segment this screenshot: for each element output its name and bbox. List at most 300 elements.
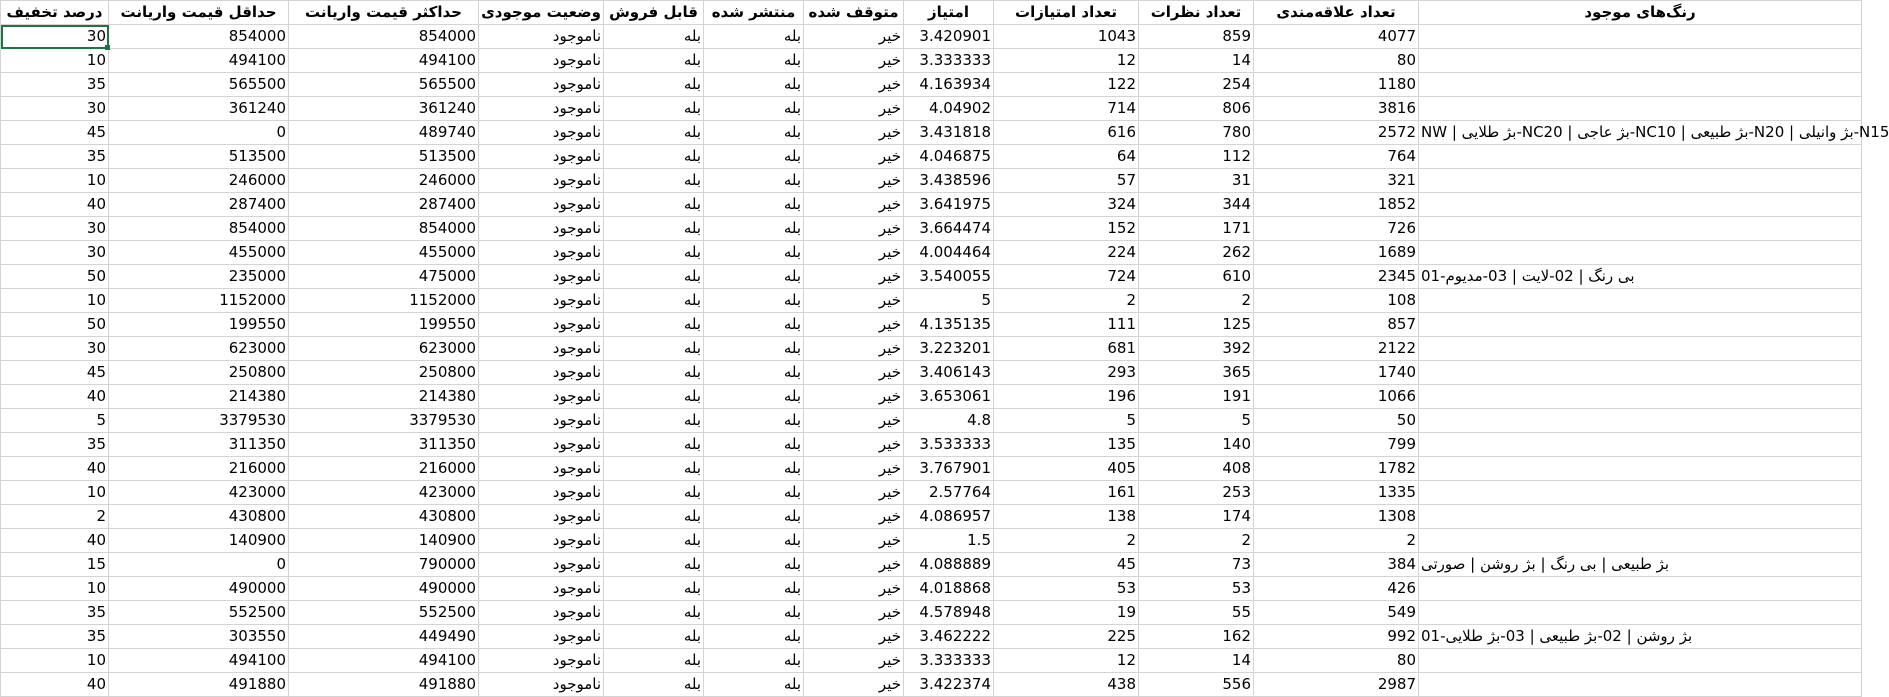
table-cell[interactable]: 30 bbox=[1, 241, 109, 265]
table-cell[interactable]: 4.018868 bbox=[904, 577, 994, 601]
table-cell[interactable]: خیر bbox=[804, 361, 904, 385]
column-header[interactable]: تعداد علاقه‌مندی bbox=[1254, 1, 1419, 25]
table-cell[interactable]: 80 bbox=[1254, 49, 1419, 73]
table-cell[interactable]: خیر bbox=[804, 409, 904, 433]
table-cell[interactable]: 303550 bbox=[109, 625, 289, 649]
table-cell[interactable]: خیر bbox=[804, 73, 904, 97]
table-cell[interactable]: 491880 bbox=[289, 673, 479, 697]
table-cell[interactable]: 1308 bbox=[1254, 505, 1419, 529]
table-cell[interactable]: 610 bbox=[1139, 265, 1254, 289]
table-cell[interactable]: 254 bbox=[1139, 73, 1254, 97]
column-header[interactable]: تعداد نظرات bbox=[1139, 1, 1254, 25]
table-cell[interactable]: 253 bbox=[1139, 481, 1254, 505]
table-cell[interactable]: 361240 bbox=[109, 97, 289, 121]
table-cell[interactable]: 490000 bbox=[289, 577, 479, 601]
table-cell[interactable]: 55 bbox=[1139, 601, 1254, 625]
table-cell[interactable]: 80 bbox=[1254, 649, 1419, 673]
table-cell[interactable]: 35 bbox=[1, 145, 109, 169]
table-cell[interactable]: بله bbox=[604, 73, 704, 97]
table-cell[interactable]: 565500 bbox=[109, 73, 289, 97]
table-cell[interactable]: 3.333333 bbox=[904, 49, 994, 73]
table-cell[interactable]: 10 bbox=[1, 169, 109, 193]
table-cell[interactable]: 449490 bbox=[289, 625, 479, 649]
table-cell[interactable]: 174 bbox=[1139, 505, 1254, 529]
table-cell[interactable]: خیر bbox=[804, 193, 904, 217]
table-cell[interactable]: 35 bbox=[1, 433, 109, 457]
table-cell[interactable]: 3.438596 bbox=[904, 169, 994, 193]
table-cell[interactable]: خیر bbox=[804, 649, 904, 673]
table-cell[interactable]: 122 bbox=[994, 73, 1139, 97]
table-cell[interactable]: NW | بژ طلایی-NC20 | بژ عاجی-NC10 | بژ طبیعی-N20 | بژ وانیلی-N15 bbox=[1419, 121, 1862, 145]
table-cell[interactable]: 12 bbox=[994, 649, 1139, 673]
table-cell[interactable]: بله bbox=[604, 601, 704, 625]
table-cell[interactable]: 361240 bbox=[289, 97, 479, 121]
table-cell[interactable]: 40 bbox=[1, 529, 109, 553]
table-cell[interactable] bbox=[1419, 601, 1862, 625]
table-cell[interactable]: بله bbox=[604, 217, 704, 241]
table-cell[interactable]: ناموجود bbox=[479, 73, 604, 97]
table-cell[interactable]: خیر bbox=[804, 169, 904, 193]
table-cell[interactable]: 552500 bbox=[289, 601, 479, 625]
table-cell[interactable]: خیر bbox=[804, 601, 904, 625]
table-cell[interactable]: 3.431818 bbox=[904, 121, 994, 145]
table-cell[interactable]: 714 bbox=[994, 97, 1139, 121]
table-cell[interactable]: ناموجود bbox=[479, 217, 604, 241]
table-cell[interactable]: 246000 bbox=[289, 169, 479, 193]
table-cell[interactable]: 3.540055 bbox=[904, 265, 994, 289]
table-cell[interactable]: ناموجود bbox=[479, 673, 604, 697]
table-cell[interactable]: 764 bbox=[1254, 145, 1419, 169]
table-cell[interactable]: 1.5 bbox=[904, 529, 994, 553]
table-cell[interactable]: 161 bbox=[994, 481, 1139, 505]
table-cell[interactable]: 365 bbox=[1139, 361, 1254, 385]
table-cell[interactable]: 2 bbox=[1139, 529, 1254, 553]
table-cell[interactable]: 15 bbox=[1, 553, 109, 577]
table-cell[interactable]: بله bbox=[604, 289, 704, 313]
table-cell[interactable] bbox=[1419, 145, 1862, 169]
table-cell[interactable]: بله bbox=[704, 577, 804, 601]
table-cell[interactable] bbox=[1419, 361, 1862, 385]
table-cell[interactable]: 140900 bbox=[289, 529, 479, 553]
table-cell[interactable]: 30 bbox=[1, 217, 109, 241]
table-cell[interactable]: 64 bbox=[994, 145, 1139, 169]
table-cell[interactable]: 45 bbox=[1, 361, 109, 385]
table-cell[interactable]: 35 bbox=[1, 601, 109, 625]
table-cell[interactable]: 311350 bbox=[289, 433, 479, 457]
table-cell[interactable]: 216000 bbox=[289, 457, 479, 481]
table-cell[interactable] bbox=[1419, 673, 1862, 697]
table-cell[interactable]: 681 bbox=[994, 337, 1139, 361]
table-cell[interactable]: خیر bbox=[804, 265, 904, 289]
column-header[interactable]: امتیاز bbox=[904, 1, 994, 25]
table-cell[interactable]: 10 bbox=[1, 481, 109, 505]
table-cell[interactable]: 405 bbox=[994, 457, 1139, 481]
table-cell[interactable]: بله bbox=[704, 481, 804, 505]
table-cell[interactable]: ناموجود bbox=[479, 505, 604, 529]
table-cell[interactable]: 2 bbox=[994, 529, 1139, 553]
table-cell[interactable]: 125 bbox=[1139, 313, 1254, 337]
table-cell[interactable]: بله bbox=[604, 49, 704, 73]
table-cell[interactable]: 790000 bbox=[289, 553, 479, 577]
table-cell[interactable]: خیر bbox=[804, 625, 904, 649]
table-cell[interactable]: 287400 bbox=[289, 193, 479, 217]
table-cell[interactable] bbox=[1419, 409, 1862, 433]
column-header[interactable]: رنگ‌های موجود bbox=[1419, 1, 1862, 25]
table-cell[interactable]: 4.04902 bbox=[904, 97, 994, 121]
table-cell[interactable]: بله bbox=[604, 145, 704, 169]
table-cell[interactable]: 726 bbox=[1254, 217, 1419, 241]
table-cell[interactable]: 3.664474 bbox=[904, 217, 994, 241]
table-cell[interactable]: 73 bbox=[1139, 553, 1254, 577]
table-cell[interactable]: 224 bbox=[994, 241, 1139, 265]
table-cell[interactable]: 111 bbox=[994, 313, 1139, 337]
table-cell[interactable]: بله bbox=[704, 73, 804, 97]
table-cell[interactable]: 10 bbox=[1, 49, 109, 73]
table-cell[interactable]: 1852 bbox=[1254, 193, 1419, 217]
table-cell[interactable]: بله bbox=[704, 289, 804, 313]
table-cell[interactable]: 4.8 bbox=[904, 409, 994, 433]
table-cell[interactable]: 2345 bbox=[1254, 265, 1419, 289]
table-cell[interactable] bbox=[1419, 577, 1862, 601]
table-cell[interactable]: 799 bbox=[1254, 433, 1419, 457]
table-cell[interactable]: 1152000 bbox=[109, 289, 289, 313]
table-cell[interactable]: 57 bbox=[994, 169, 1139, 193]
table-cell[interactable]: 1043 bbox=[994, 25, 1139, 49]
table-cell[interactable]: خیر bbox=[804, 553, 904, 577]
table-cell[interactable]: 19 bbox=[994, 601, 1139, 625]
table-cell[interactable]: 490000 bbox=[109, 577, 289, 601]
table-cell[interactable]: خیر bbox=[804, 481, 904, 505]
table-cell[interactable]: 513500 bbox=[289, 145, 479, 169]
table-cell[interactable]: ناموجود bbox=[479, 97, 604, 121]
table-cell[interactable]: 2 bbox=[1139, 289, 1254, 313]
table-cell[interactable]: ناموجود bbox=[479, 265, 604, 289]
table-cell[interactable]: 455000 bbox=[289, 241, 479, 265]
table-cell[interactable]: 10 bbox=[1, 289, 109, 313]
table-cell[interactable]: 780 bbox=[1139, 121, 1254, 145]
table-cell[interactable]: 1180 bbox=[1254, 73, 1419, 97]
table-cell[interactable]: 4.046875 bbox=[904, 145, 994, 169]
table-cell[interactable]: بله bbox=[604, 241, 704, 265]
table-cell[interactable]: 40 bbox=[1, 457, 109, 481]
table-cell[interactable]: بله bbox=[704, 505, 804, 529]
table-cell[interactable]: 3379530 bbox=[289, 409, 479, 433]
table-cell[interactable]: 53 bbox=[1139, 577, 1254, 601]
table-cell[interactable]: 438 bbox=[994, 673, 1139, 697]
table-cell[interactable]: 4.163934 bbox=[904, 73, 994, 97]
table-cell[interactable]: ناموجود bbox=[479, 457, 604, 481]
table-cell[interactable]: 455000 bbox=[109, 241, 289, 265]
table-cell[interactable]: 1689 bbox=[1254, 241, 1419, 265]
table-cell[interactable]: ناموجود bbox=[479, 49, 604, 73]
table-cell[interactable]: خیر bbox=[804, 49, 904, 73]
table-cell[interactable]: 196 bbox=[994, 385, 1139, 409]
table-cell[interactable]: 2987 bbox=[1254, 673, 1419, 697]
table-cell[interactable]: خیر bbox=[804, 673, 904, 697]
table-cell[interactable]: 108 bbox=[1254, 289, 1419, 313]
table-cell[interactable]: 3379530 bbox=[109, 409, 289, 433]
table-cell[interactable] bbox=[1419, 457, 1862, 481]
table-cell[interactable]: 321 bbox=[1254, 169, 1419, 193]
table-cell[interactable] bbox=[1419, 193, 1862, 217]
table-cell[interactable] bbox=[1419, 529, 1862, 553]
table-cell[interactable]: 1152000 bbox=[289, 289, 479, 313]
table-cell[interactable]: 162 bbox=[1139, 625, 1254, 649]
table-cell[interactable]: بله bbox=[704, 337, 804, 361]
table-cell[interactable]: 199550 bbox=[289, 313, 479, 337]
table-cell[interactable]: 40 bbox=[1, 193, 109, 217]
column-header[interactable]: تعداد امتیازات bbox=[994, 1, 1139, 25]
table-cell[interactable]: بله bbox=[604, 649, 704, 673]
table-cell[interactable]: 2 bbox=[1254, 529, 1419, 553]
table-cell[interactable]: بله bbox=[604, 553, 704, 577]
table-cell[interactable]: 135 bbox=[994, 433, 1139, 457]
table-cell[interactable]: 250800 bbox=[109, 361, 289, 385]
table-cell[interactable]: بله bbox=[704, 649, 804, 673]
table-cell[interactable]: 5 bbox=[1, 409, 109, 433]
table-cell[interactable]: 1335 bbox=[1254, 481, 1419, 505]
table-cell[interactable]: 1066 bbox=[1254, 385, 1419, 409]
table-cell[interactable]: خیر bbox=[804, 217, 904, 241]
table-cell[interactable]: 45 bbox=[1, 121, 109, 145]
table-cell[interactable]: 857 bbox=[1254, 313, 1419, 337]
table-cell[interactable]: بله bbox=[704, 457, 804, 481]
table-cell[interactable] bbox=[1419, 481, 1862, 505]
table-cell[interactable]: ناموجود bbox=[479, 553, 604, 577]
table-cell[interactable]: 475000 bbox=[289, 265, 479, 289]
table-cell[interactable]: 112 bbox=[1139, 145, 1254, 169]
table-cell[interactable]: بله bbox=[704, 601, 804, 625]
table-cell[interactable]: بله bbox=[604, 169, 704, 193]
table-cell[interactable]: بله bbox=[704, 625, 804, 649]
table-cell[interactable]: 2.57764 bbox=[904, 481, 994, 505]
table-cell[interactable]: ناموجود bbox=[479, 193, 604, 217]
table-cell[interactable] bbox=[1419, 337, 1862, 361]
table-cell[interactable]: 4.086957 bbox=[904, 505, 994, 529]
table-cell[interactable]: 140 bbox=[1139, 433, 1254, 457]
table-cell[interactable]: 5 bbox=[994, 409, 1139, 433]
table-cell[interactable] bbox=[1419, 241, 1862, 265]
table-cell[interactable]: ناموجود bbox=[479, 385, 604, 409]
table-cell[interactable]: 30 bbox=[1, 97, 109, 121]
table-cell[interactable]: ناموجود bbox=[479, 601, 604, 625]
table-cell[interactable]: 50 bbox=[1254, 409, 1419, 433]
table-cell[interactable]: 225 bbox=[994, 625, 1139, 649]
table-cell[interactable]: 31 bbox=[1139, 169, 1254, 193]
table-cell[interactable]: 494100 bbox=[109, 49, 289, 73]
table-cell[interactable]: بله bbox=[604, 433, 704, 457]
table-cell[interactable]: 4.088889 bbox=[904, 553, 994, 577]
table-cell[interactable]: 3.767901 bbox=[904, 457, 994, 481]
table-cell[interactable]: خیر bbox=[804, 313, 904, 337]
table-cell[interactable]: خیر bbox=[804, 385, 904, 409]
table-cell[interactable]: 549 bbox=[1254, 601, 1419, 625]
table-cell[interactable]: 293 bbox=[994, 361, 1139, 385]
table-cell[interactable]: 171 bbox=[1139, 217, 1254, 241]
table-cell[interactable]: 14 bbox=[1139, 649, 1254, 673]
table-cell[interactable]: 623000 bbox=[109, 337, 289, 361]
table-cell[interactable] bbox=[1419, 169, 1862, 193]
table-cell[interactable]: 235000 bbox=[109, 265, 289, 289]
table-cell[interactable]: بله bbox=[604, 457, 704, 481]
table-cell[interactable]: ناموجود bbox=[479, 625, 604, 649]
table-cell[interactable]: ناموجود bbox=[479, 481, 604, 505]
table-cell[interactable]: بله bbox=[704, 433, 804, 457]
table-cell[interactable]: ناموجود bbox=[479, 145, 604, 169]
table-cell[interactable]: 552500 bbox=[109, 601, 289, 625]
table-cell[interactable]: 0 bbox=[109, 121, 289, 145]
table-cell[interactable]: خیر bbox=[804, 145, 904, 169]
table-cell[interactable]: بژ طبیعی | بی رنگ | بژ روشن | صورتی bbox=[1419, 553, 1862, 577]
table-cell[interactable]: 45 bbox=[994, 553, 1139, 577]
table-cell[interactable]: ناموجود bbox=[479, 409, 604, 433]
table-cell[interactable]: خیر bbox=[804, 289, 904, 313]
table-cell[interactable]: 262 bbox=[1139, 241, 1254, 265]
table-cell[interactable] bbox=[1419, 505, 1862, 529]
table-cell[interactable]: 40 bbox=[1, 673, 109, 697]
table-cell[interactable]: 3.462222 bbox=[904, 625, 994, 649]
table-cell[interactable]: 324 bbox=[994, 193, 1139, 217]
table-cell[interactable]: ناموجود bbox=[479, 337, 604, 361]
table-cell[interactable]: 30 bbox=[1, 337, 109, 361]
table-cell[interactable]: 50 bbox=[1, 265, 109, 289]
table-cell[interactable]: 430800 bbox=[109, 505, 289, 529]
table-cell[interactable]: بله bbox=[704, 193, 804, 217]
table-cell[interactable]: خیر bbox=[804, 25, 904, 49]
table-cell[interactable]: 806 bbox=[1139, 97, 1254, 121]
table-cell[interactable]: 616 bbox=[994, 121, 1139, 145]
table-cell[interactable]: بی رنگ | 02-لایت | 03-مدیوم-01 bbox=[1419, 265, 1862, 289]
table-cell[interactable]: بله bbox=[704, 385, 804, 409]
table-cell[interactable]: بله bbox=[704, 97, 804, 121]
table-cell[interactable]: 3.422374 bbox=[904, 673, 994, 697]
table-cell[interactable]: 4.135135 bbox=[904, 313, 994, 337]
table-cell[interactable]: 854000 bbox=[109, 25, 289, 49]
column-header[interactable]: وضعیت موجودی bbox=[479, 1, 604, 25]
table-cell[interactable]: خیر bbox=[804, 505, 904, 529]
table-cell[interactable]: بله bbox=[604, 505, 704, 529]
table-cell[interactable]: 287400 bbox=[109, 193, 289, 217]
table-cell[interactable]: بله bbox=[604, 625, 704, 649]
table-cell[interactable]: 214380 bbox=[289, 385, 479, 409]
table-cell[interactable]: خیر bbox=[804, 577, 904, 601]
table-cell[interactable]: 992 bbox=[1254, 625, 1419, 649]
table-cell[interactable]: 423000 bbox=[109, 481, 289, 505]
table-cell[interactable]: بله bbox=[704, 409, 804, 433]
table-cell[interactable]: خیر bbox=[804, 433, 904, 457]
table-cell[interactable] bbox=[1419, 97, 1862, 121]
column-header[interactable]: متوقف شده bbox=[804, 1, 904, 25]
table-cell[interactable]: 5 bbox=[904, 289, 994, 313]
table-cell[interactable]: 724 bbox=[994, 265, 1139, 289]
table-cell[interactable]: بله bbox=[604, 529, 704, 553]
table-cell[interactable]: بله bbox=[604, 25, 704, 49]
table-cell[interactable]: ناموجود bbox=[479, 289, 604, 313]
table-cell[interactable]: بله bbox=[604, 481, 704, 505]
table-cell[interactable]: 494100 bbox=[289, 49, 479, 73]
table-cell[interactable]: بله bbox=[704, 529, 804, 553]
table-cell[interactable] bbox=[1419, 73, 1862, 97]
table-cell[interactable]: بله bbox=[704, 553, 804, 577]
table-cell[interactable]: 311350 bbox=[109, 433, 289, 457]
table-cell[interactable]: 423000 bbox=[289, 481, 479, 505]
table-cell[interactable]: بله bbox=[604, 313, 704, 337]
table-cell[interactable]: 3.533333 bbox=[904, 433, 994, 457]
table-cell[interactable]: ناموجود bbox=[479, 577, 604, 601]
table-cell[interactable]: 214380 bbox=[109, 385, 289, 409]
table-cell[interactable] bbox=[1419, 649, 1862, 673]
table-cell[interactable]: خیر bbox=[804, 121, 904, 145]
table-cell[interactable]: 623000 bbox=[289, 337, 479, 361]
table-cell[interactable]: 3816 bbox=[1254, 97, 1419, 121]
table-cell[interactable]: 53 bbox=[994, 577, 1139, 601]
table-cell[interactable]: 5 bbox=[1139, 409, 1254, 433]
table-cell[interactable]: ناموجود bbox=[479, 361, 604, 385]
table-cell[interactable]: 408 bbox=[1139, 457, 1254, 481]
table-cell[interactable]: 10 bbox=[1, 577, 109, 601]
table-cell[interactable]: 1782 bbox=[1254, 457, 1419, 481]
table-cell[interactable]: ناموجود bbox=[479, 529, 604, 553]
table-cell[interactable]: 565500 bbox=[289, 73, 479, 97]
table-cell[interactable]: ناموجود bbox=[479, 121, 604, 145]
table-cell[interactable]: 489740 bbox=[289, 121, 479, 145]
table-cell[interactable]: ناموجود bbox=[479, 25, 604, 49]
table-cell[interactable]: بله bbox=[704, 673, 804, 697]
table-cell[interactable]: 0 bbox=[109, 553, 289, 577]
table-cell[interactable]: 138 bbox=[994, 505, 1139, 529]
table-cell[interactable]: خیر bbox=[804, 97, 904, 121]
table-cell[interactable]: 3.333333 bbox=[904, 649, 994, 673]
table-cell[interactable]: 384 bbox=[1254, 553, 1419, 577]
table-cell[interactable]: 246000 bbox=[109, 169, 289, 193]
table-cell[interactable]: 3.406143 bbox=[904, 361, 994, 385]
table-cell[interactable]: 2 bbox=[1, 505, 109, 529]
table-cell[interactable]: بله bbox=[604, 385, 704, 409]
table-cell[interactable]: 513500 bbox=[109, 145, 289, 169]
table-cell[interactable]: 426 bbox=[1254, 577, 1419, 601]
table-cell[interactable]: 854000 bbox=[289, 217, 479, 241]
table-cell[interactable]: 430800 bbox=[289, 505, 479, 529]
table-cell[interactable]: ناموجود bbox=[479, 649, 604, 673]
table-cell[interactable] bbox=[1419, 217, 1862, 241]
table-cell[interactable]: بله bbox=[604, 121, 704, 145]
table-cell[interactable]: 2572 bbox=[1254, 121, 1419, 145]
table-cell[interactable]: 4077 bbox=[1254, 25, 1419, 49]
table-cell[interactable]: 3.420901 bbox=[904, 25, 994, 49]
table-cell[interactable]: 494100 bbox=[109, 649, 289, 673]
table-cell[interactable]: بله bbox=[704, 145, 804, 169]
column-header[interactable]: درصد تخفیف bbox=[1, 1, 109, 25]
table-cell[interactable]: ناموجود bbox=[479, 313, 604, 337]
table-cell[interactable]: 859 bbox=[1139, 25, 1254, 49]
table-cell[interactable] bbox=[1419, 433, 1862, 457]
table-cell[interactable]: بله bbox=[604, 409, 704, 433]
table-cell[interactable]: 250800 bbox=[289, 361, 479, 385]
table-cell[interactable]: 1740 bbox=[1254, 361, 1419, 385]
table-cell[interactable]: 140900 bbox=[109, 529, 289, 553]
table-cell[interactable]: خیر bbox=[804, 241, 904, 265]
table-cell[interactable]: 4.578948 bbox=[904, 601, 994, 625]
table-cell[interactable]: 40 bbox=[1, 385, 109, 409]
column-header[interactable]: حداکثر قیمت واریانت bbox=[289, 1, 479, 25]
table-cell[interactable]: 191 bbox=[1139, 385, 1254, 409]
table-cell[interactable]: 854000 bbox=[289, 25, 479, 49]
table-cell[interactable] bbox=[1419, 289, 1862, 313]
table-cell[interactable]: 392 bbox=[1139, 337, 1254, 361]
table-cell[interactable]: بله bbox=[604, 577, 704, 601]
table-cell[interactable]: 50 bbox=[1, 313, 109, 337]
table-cell[interactable] bbox=[1419, 49, 1862, 73]
